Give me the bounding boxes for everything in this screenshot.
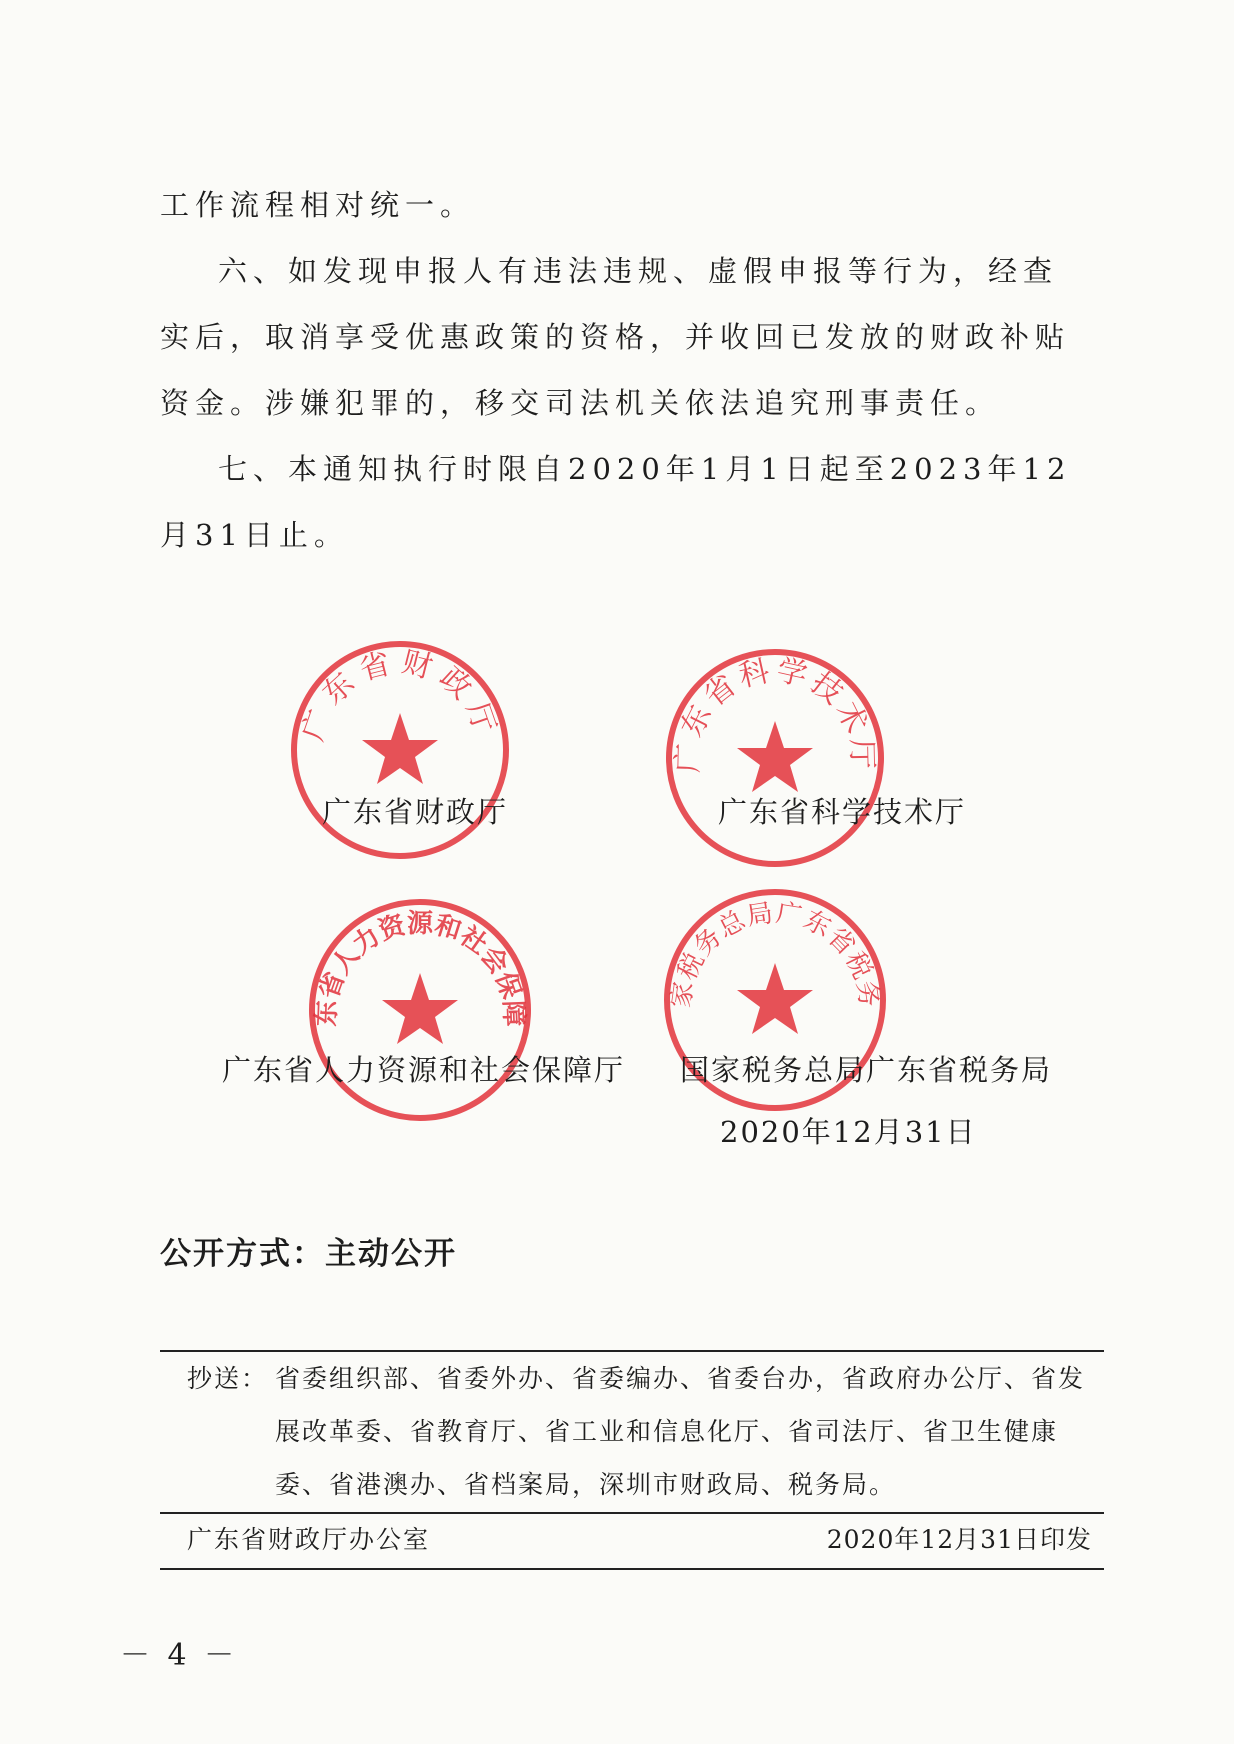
signature-date: 2020年12月31日 <box>720 1115 977 1149</box>
seal-hr-text: 广东省人力资源和社会保障厅 <box>286 867 529 1028</box>
issue-date: 2020年12月31日印发 <box>826 1525 1092 1554</box>
star-icon <box>362 713 438 784</box>
seal-science <box>655 638 895 878</box>
star-icon <box>737 963 813 1034</box>
paragraph-article-7: 七、本通知执行时限自2020年1月1日起至2023年12月31日止。 <box>160 452 1072 552</box>
cc-recipients: 省委组织部、省委外办、省委编办、省委台办，省政府办公厅、省发展改革委、省教育厅、省工业和信息化厅、省司法厅、省卫生健康委、省港澳办、省档案局，深圳市财政局、税务局。 <box>275 1364 1086 1499</box>
divider-bottom <box>160 1568 1104 1570</box>
signature-finance: 广东省财政厅 <box>322 795 509 829</box>
seal-finance <box>280 630 520 870</box>
seal-science-text: 广东省科学技术厅 <box>670 652 880 774</box>
star-icon <box>737 721 813 792</box>
paragraph-intro: 工作流程相对统一。 <box>160 188 476 222</box>
signature-science: 广东省科学技术厅 <box>718 795 967 829</box>
seal-finance-text: 广东省财政厅 <box>295 644 505 746</box>
issuer-office: 广东省财政厅办公室 <box>187 1525 431 1554</box>
signature-tax: 国家税务总局广东省税务局 <box>680 1053 1053 1087</box>
disclosure-method: 公开方式：主动公开 <box>160 1236 457 1272</box>
star-icon <box>382 973 458 1044</box>
seal-hr <box>286 867 540 1130</box>
seal-tax-text: 国家税务总局广东省税务局 <box>641 857 884 1010</box>
svg-text:国家税务总局广东省税务局 <box>641 857 883 1010</box>
signature-hr: 广东省人力资源和社会保障厅 <box>222 1053 626 1087</box>
page-number: － 4 － <box>120 1638 239 1673</box>
divider-middle <box>160 1512 1104 1514</box>
paragraph-article-6: 六、如发现申报人有违法违规、虚假申报等行为，经查实后，取消享受优惠政策的资格，并收回已发放的财政补贴资金。涉嫌犯罪的，移交司法机关依法追究刑事责任。 <box>160 254 1071 420</box>
cc-label: 抄送： <box>187 1364 269 1393</box>
